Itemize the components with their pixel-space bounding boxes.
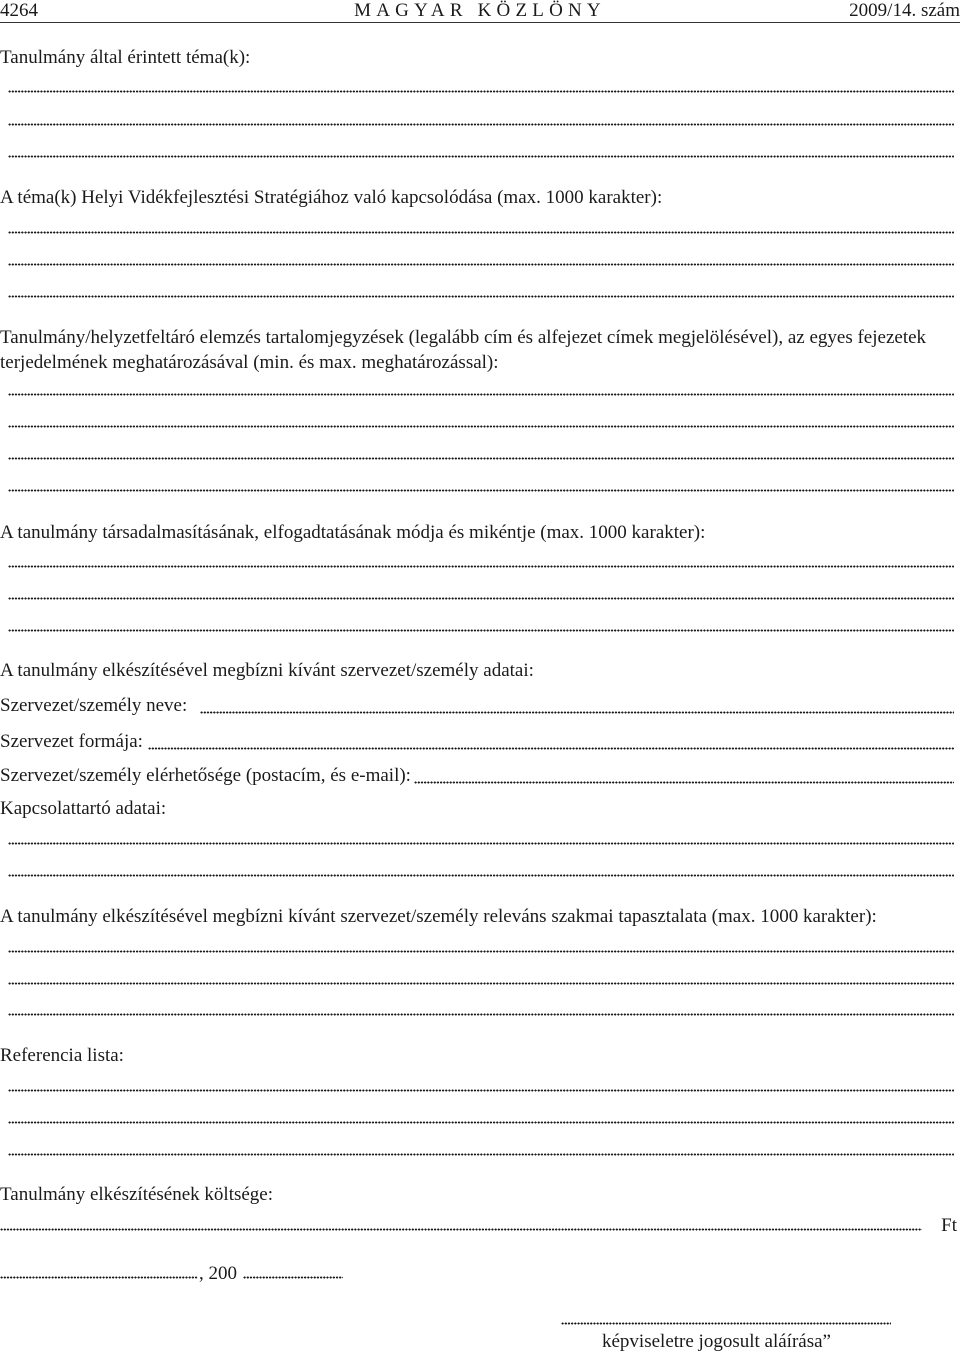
socialization-field-line-3[interactable] (8, 629, 954, 632)
contact-person-field-line-2[interactable] (8, 874, 954, 877)
hvs-field-line-3[interactable] (8, 295, 954, 298)
toc-field-line-3[interactable] (8, 457, 954, 460)
references-field-line-2[interactable] (8, 1121, 954, 1124)
toc-field-line-1[interactable] (8, 393, 954, 396)
hvs-relation-label: A téma(k) Helyi Vidékfejlesztési Stratégiához való kapcsolódása (max. 1000 karakter): (0, 187, 663, 208)
toc-field-line-2[interactable] (8, 425, 954, 428)
cost-field[interactable] (0, 1228, 922, 1231)
socialization-label: A tanulmány társadalmasításának, elfogadtatásának módja és mikéntje (max. 1000 karakter): (0, 522, 706, 543)
date-place-field[interactable] (0, 1276, 198, 1279)
contact-person-label: Kapcsolattartó adatai: (0, 798, 167, 819)
cost-label: Tanulmány elkészítésének költsége: (0, 1184, 274, 1205)
org-name-field[interactable] (200, 711, 954, 714)
socialization-field-line-1[interactable] (8, 565, 954, 568)
toc-label: Tanulmány/helyzetfeltáró elemzés tartalomjegyzések (legalább cím és alfejezet címek megjelölésével), az egyes fejezetek terjedelmének meghatározásával (min. és max. meghatározással): (0, 327, 927, 373)
currency-label: Ft (941, 1215, 957, 1236)
topics-label: Tanulmány által érintett téma(k): (0, 47, 251, 68)
org-form-label: Szervezet formája: (0, 731, 143, 752)
org-form-row (0, 730, 954, 754)
page-number: 4264 (0, 0, 38, 21)
references-field-line-1[interactable] (8, 1089, 954, 1092)
org-contact-label: Szervezet/személy elérhetősége (postacím, és e-mail): (0, 765, 411, 786)
org-contact-field[interactable] (414, 781, 954, 784)
issue-number: 2009/14. szám (849, 0, 960, 21)
references-field-line-3[interactable] (8, 1153, 954, 1156)
contact-person-field-line-1[interactable] (8, 842, 954, 845)
org-name-label: Szervezet/személy neve: (0, 695, 188, 716)
signature-label: képviseletre jogosult aláírása” (602, 1331, 831, 1352)
contractor-label: A tanulmány elkészítésével megbízni kívánt szervezet/személy adatai: (0, 660, 534, 681)
experience-label: A tanulmány elkészítésével megbízni kívánt szervezet/személy releváns szakmai tapasztalata (max. 1000 karakter): (0, 906, 877, 927)
hvs-field-line-2[interactable] (8, 263, 954, 266)
experience-field-line-1[interactable] (8, 950, 954, 953)
journal-title: MAGYAR KÖZLÖNY (354, 0, 606, 21)
experience-field-line-3[interactable] (8, 1013, 954, 1016)
topics-field-line-1[interactable] (8, 90, 954, 93)
hvs-field-line-1[interactable] (8, 231, 954, 234)
references-label: Referencia lista: (0, 1045, 124, 1066)
topics-field-line-2[interactable] (8, 123, 954, 126)
page-header (0, 0, 960, 23)
topics-field-line-3[interactable] (8, 155, 954, 158)
org-form-field[interactable] (148, 747, 954, 750)
org-contact-row (0, 764, 954, 788)
date-year-label: , 200 (199, 1263, 237, 1284)
socialization-field-line-2[interactable] (8, 597, 954, 600)
experience-field-line-2[interactable] (8, 982, 954, 985)
date-rest-field[interactable] (243, 1276, 343, 1279)
toc-field-line-4[interactable] (8, 489, 954, 492)
org-name-row (0, 694, 954, 718)
signature-field[interactable] (561, 1322, 891, 1325)
